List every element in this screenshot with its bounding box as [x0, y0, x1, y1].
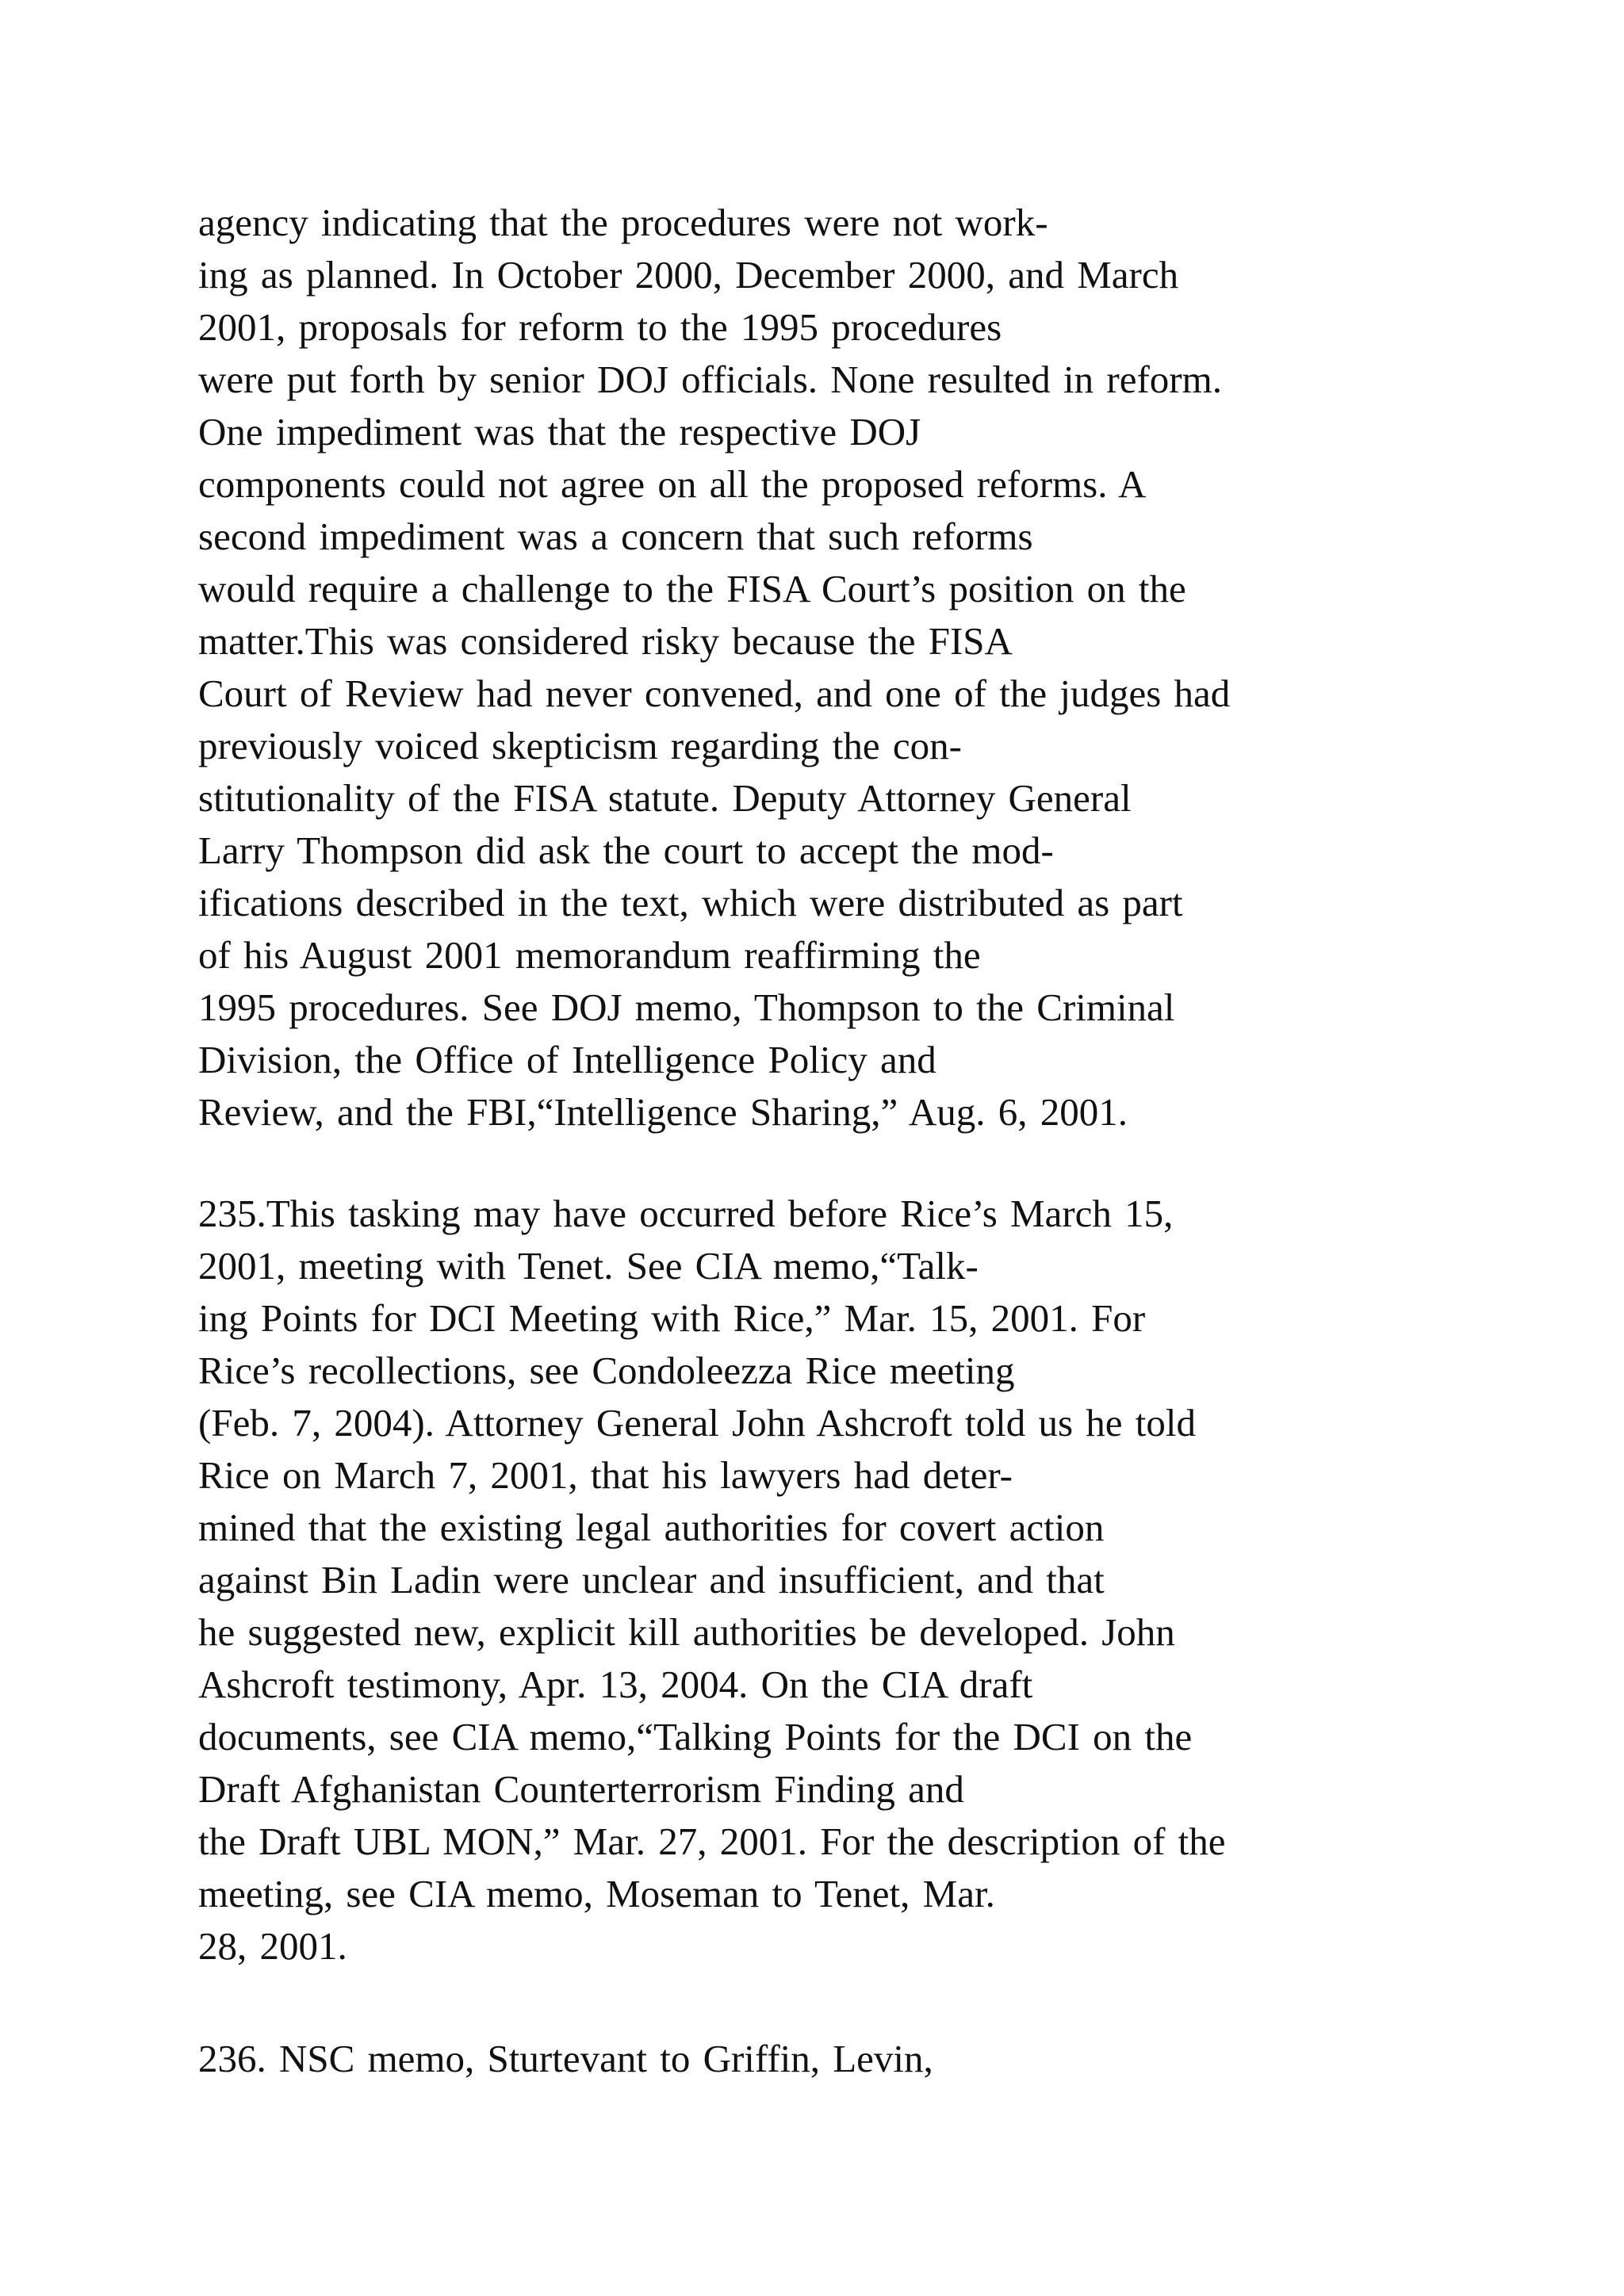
text-line: meeting, see CIA memo, Moseman to Tenet, Mar. [198, 1872, 995, 1915]
text-line: against Bin Ladin were unclear and insufficient, and that [198, 1558, 1105, 1601]
footnote-235-paragraph [198, 1188, 1226, 1973]
text-line: 2001, proposals for reform to the 1995 procedures [198, 305, 1002, 349]
text-line: Division, the Office of Intelligence Policy and [198, 1038, 936, 1081]
text-line: agency indicating that the procedures were not work- [198, 201, 1048, 244]
text-line: Rice’s recollections, see Condoleezza Rice meeting [198, 1349, 1015, 1392]
text-line: ifications described in the text, which were distributed as part [198, 881, 1183, 924]
text-line: matter.This was considered risky because the FISA [198, 619, 1013, 663]
text-line: Larry Thompson did ask the court to accept the mod- [198, 828, 1054, 872]
text-line: Court of Review had never convened, and one of the judges had [198, 672, 1231, 715]
text-line: Ashcroft testimony, Apr. 13, 2004. On the CIA draft [198, 1663, 1033, 1706]
text-line: 2001, meeting with Tenet. See CIA memo,“Talk- [198, 1244, 979, 1288]
text-line: previously voiced skepticism regarding the con- [198, 724, 962, 767]
text-line: One impediment was that the respective DOJ [198, 410, 921, 453]
text-line: 236. NSC memo, Sturtevant to Griffin, Levin, [198, 2037, 933, 2080]
text-line: stitutionality of the FISA statute. Deputy Attorney General [198, 776, 1132, 820]
text-line: mined that the existing legal authorities for covert action [198, 1506, 1105, 1549]
text-line: Draft Afghanistan Counterterrorism Finding and [198, 1767, 964, 1811]
text-line: 28, 2001. [198, 1924, 347, 1968]
text-line: would require a challenge to the FISA Court’s position on the [198, 567, 1186, 610]
text-line: ing Points for DCI Meeting with Rice,” Mar. 15, 2001. For [198, 1296, 1146, 1340]
text-line: 1995 procedures. See DOJ memo, Thompson to the Criminal [198, 985, 1175, 1029]
text-line: second impediment was a concern that such reforms [198, 515, 1033, 558]
text-line: ing as planned. In October 2000, December 2000, and March [198, 253, 1179, 297]
text-line: 235.This tasking may have occurred before Rice’s March 15, [198, 1192, 1174, 1235]
text-line: Rice on March 7, 2001, that his lawyers had deter- [198, 1453, 1013, 1497]
text-line: were put forth by senior DOJ officials. None resulted in reform. [198, 358, 1222, 401]
text-line: the Draft UBL MON,” Mar. 27, 2001. For the description of the [198, 1820, 1226, 1863]
text-line: Review, and the FBI,“Intelligence Sharing,” Aug. 6, 2001. [198, 1090, 1128, 1134]
text-line: documents, see CIA memo,“Talking Points for the DCI on the [198, 1715, 1193, 1758]
text-line: (Feb. 7, 2004). Attorney General John Ashcroft told us he told [198, 1401, 1197, 1445]
text-line: he suggested new, explicit kill authorities be developed. John [198, 1610, 1175, 1654]
text-line: components could not agree on all the proposed reforms. A [198, 462, 1147, 506]
text-line: of his August 2001 memorandum reaffirming the [198, 933, 981, 977]
footnote-236-paragraph [198, 2033, 933, 2085]
footnote-paragraph [198, 197, 1230, 1138]
